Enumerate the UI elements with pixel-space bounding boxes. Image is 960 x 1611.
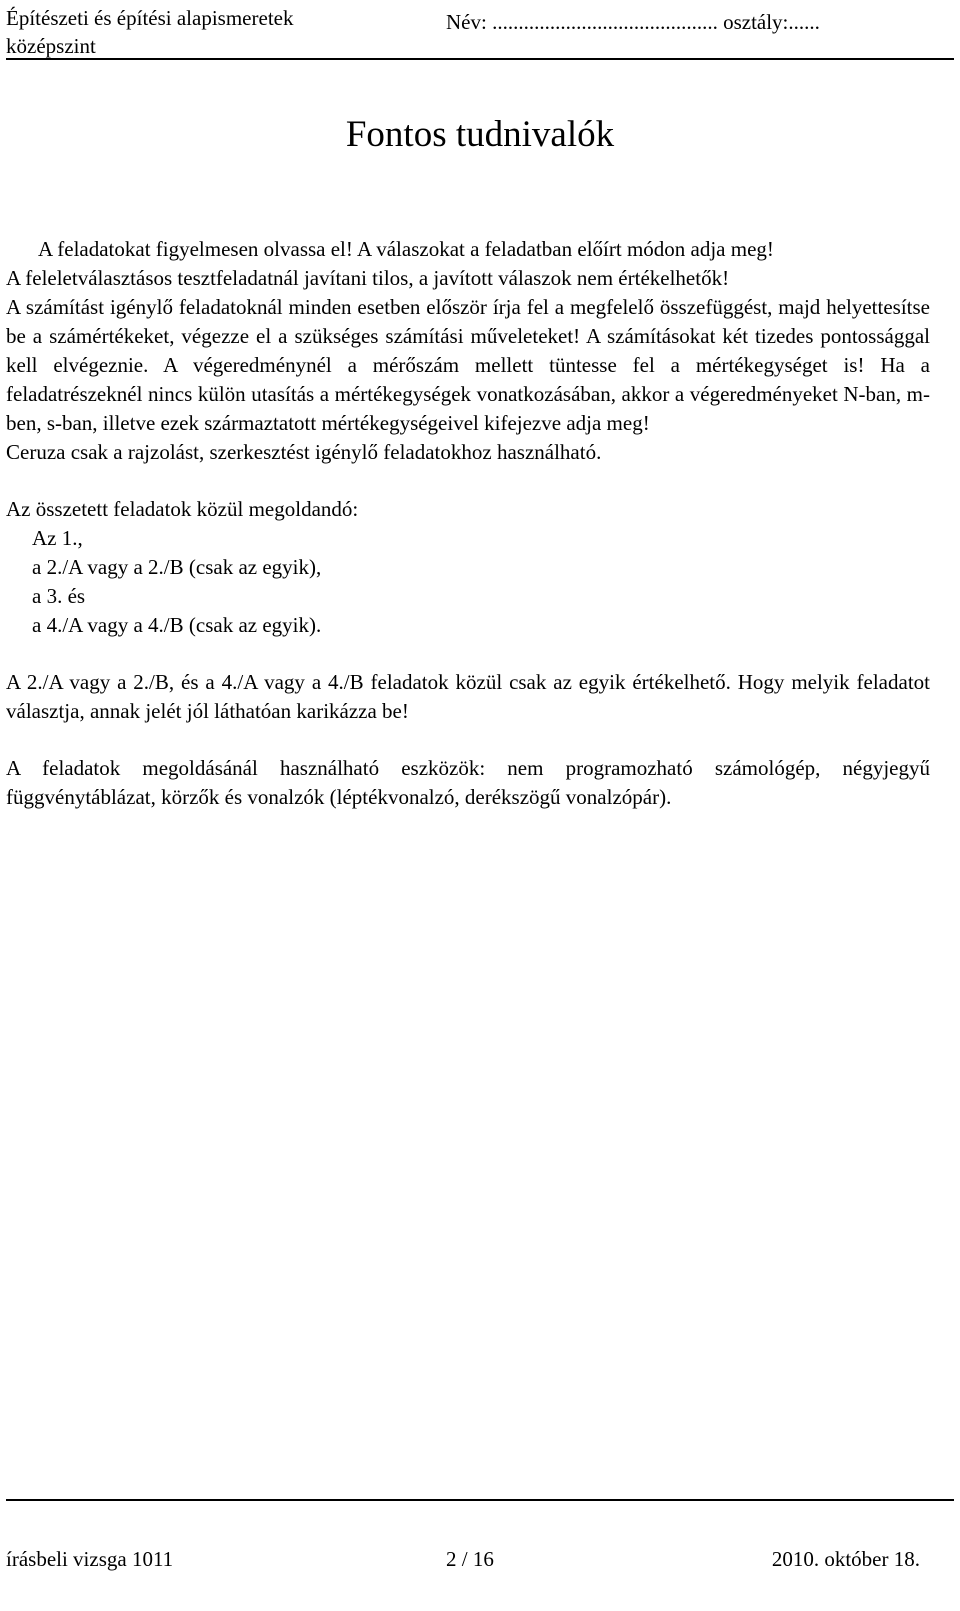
subject-line-1: Építészeti és építési alapismeretek bbox=[6, 6, 294, 30]
page-title: Fontos tudnivalók bbox=[345, 114, 615, 155]
paragraph-tasks-intro: Az összetett feladatok közül megoldandó: bbox=[6, 497, 359, 521]
task-list bbox=[6, 524, 930, 640]
subject-title bbox=[6, 4, 293, 60]
paragraph-choice: A 2./A vagy a 2./B, és a 4./A vagy a 4./B feladatok közül csak az egyik értékelhető. Hogy melyik feladatot választja, annak jelét jól láthatóan karikázza be! bbox=[6, 670, 930, 723]
paragraph-1-line-2: A feleletválasztásos tesztfeladatnál javítani tilos, a javított válaszok nem értékelhetők! bbox=[6, 266, 730, 290]
footer-exam: írásbeli vizsga 1011 bbox=[6, 1547, 174, 1571]
instructions-body bbox=[6, 235, 930, 812]
task-list-item: a 2./A vagy a 2./B (csak az egyik), bbox=[32, 555, 322, 579]
page-header bbox=[6, 0, 954, 60]
footer-page-number: 2 / 16 bbox=[446, 1547, 494, 1571]
paragraph-pencil: Ceruza csak a rajzolást, szerkesztést igénylő feladatokhoz használható. bbox=[6, 440, 602, 464]
paragraph-1-line-1: A feladatokat figyelmesen olvassa el! A válaszokat a feladatban előírt módon adja meg! bbox=[38, 237, 774, 261]
name-class-field: Név: ........................................... osztály:...... bbox=[446, 10, 820, 34]
task-list-item: a 3. és bbox=[32, 584, 86, 608]
page-footer bbox=[6, 1499, 954, 1611]
paragraph-tools: A feladatok megoldásánál használható eszközök: nem programozható számológép, négyjegyű függvénytáblázat, körzők és vonalzók (léptékvonalzó, derékszögű vonalzópár). bbox=[6, 756, 930, 809]
task-list-item: Az 1., bbox=[32, 526, 83, 550]
task-list-item: a 4./A vagy a 4./B (csak az egyik). bbox=[32, 613, 322, 637]
subject-line-2: középszint bbox=[6, 34, 96, 58]
footer-date: 2010. október 18. bbox=[771, 1547, 920, 1571]
paragraph-calculation: A számítást igénylő feladatoknál minden esetben először írja fel a megfelelő összefüggést, majd helyettesítse be a számértékeket, végezze el a szükséges számítási műveleteket! A számításokat két tizedes pontossággal kell elvégeznie. A végeredménynél a mérőszám mellett tüntesse fel a mértékegységet is! Ha a feladatrészeknél nincs külön utasítás a mértékegységek vonatkozásában, akkor a végeredményeket N-ban, m-ben, s-ban, illetve ezek származtatott mértékegységeivel kifejezve adja meg! bbox=[6, 295, 930, 435]
